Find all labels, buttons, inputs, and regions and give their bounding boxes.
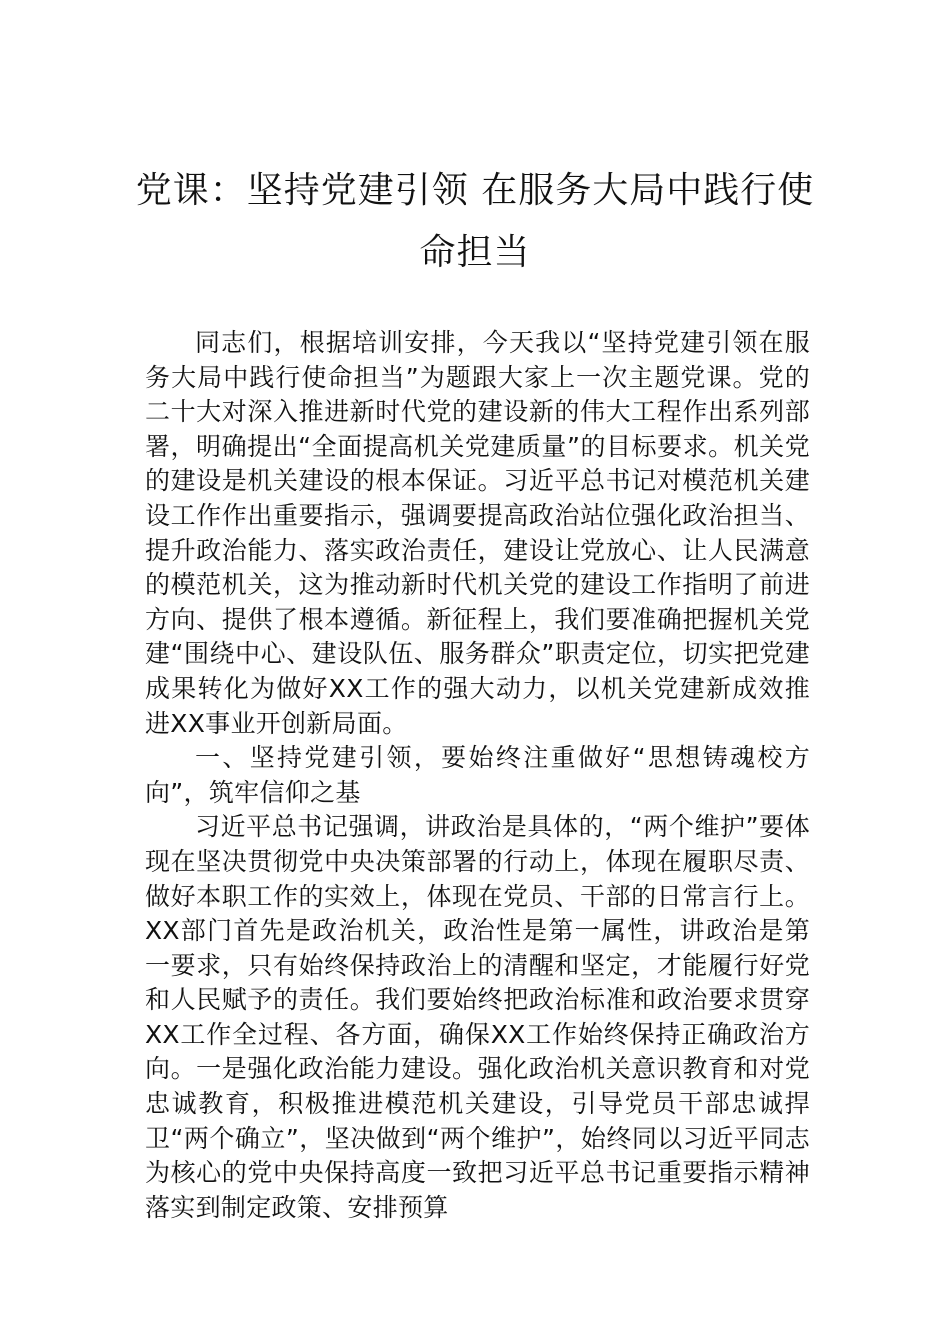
title-line-2: 命担当 (419, 232, 531, 273)
paragraph-intro: 同志们，根据培训安排，今天我以“坚持党建引领在服务大局中践行使命担当”为题跟大家上一次主题党课。党的二十大对深入推进新时代党的建设新的伟大工程作出系列部署，明确提出“全面提高机关党建质量”的目标要求。机关党的建设是机关建设的根本保证。习近平总书记对模范机关建设工作作出重要指示，强调要提高政治站位强化政治担当、提升政治能力、落实政治责任，建设让党放心、让人民满意的模范机关，这为推动新时代机关党的建设工作指明了前进方向、提供了根本遵循。新征程上，我们要准确把握机关党建“围绕中心、建设队伍、服务群众”职责定位，切实把党建成果转化为做好XX工作的强大动力，以机关党建新成效推进XX事业开创新局面。 (145, 328, 810, 738)
section-heading-1: 一、坚持党建引领，要始终注重做好“思想铸魂校方向”，筑牢信仰之基 (145, 743, 810, 807)
paragraph-section-1: 习近平总书记强调，讲政治是具体的，“两个维护”要体现在坚决贯彻党中央决策部署的行动上，体现在履职尽责、做好本职工作的实效上，体现在党员、干部的日常言行上。XX部门首先是政治机关，政治性是第一属性，讲政治是第一要求，只有始终保持政治上的清醒和坚定，才能履行好党和人民赋予的责任。我们要始终把政治标准和政治要求贯穿XX工作全过程、各方面，确保XX工作始终保持正确政治方向。一是强化政治能力建设。强化政治机关意识教育和对党忠诚教育，积极推进模范机关建设，引导党员干部忠诚捍卫“两个确立”，坚决做到“两个维护”，始终同以习近平同志为核心的党中央保持高度一致把习近平总书记重要指示精神落实到制定政策、安排预算 (145, 812, 810, 1222)
title-line-1: 党课：坚持党建引领 在服务大局中践行使 (135, 170, 815, 211)
document-body (145, 326, 810, 1225)
document-title (130, 160, 820, 284)
